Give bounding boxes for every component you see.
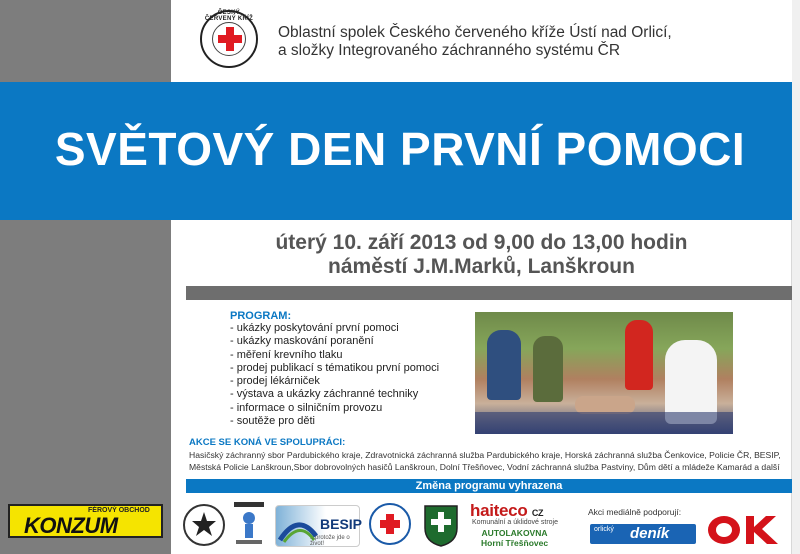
police-logo [183, 504, 225, 546]
list-item: - prodej publikací s tématikou první pomoci [230, 361, 440, 374]
ok-logo-icon [706, 514, 782, 546]
haiteco-name: haiteco [470, 501, 528, 520]
cooperation-text: Hasičský záchranný sbor Pardubického kraje, Zdravotnická záchranná služba Pardubického kraje, Horská záchranná služba Čenkovice, Policie ČR, BESIP, Městská Policie Lanškroun,Sbor dobrovolných hasičů Lanškroun, Dolní Třešňovec, Vodní záchranná služba Pastviny, Dům dětí a mládeže Kamarád a další [189, 450, 781, 472]
list-item: - měření krevního tlaku [230, 348, 343, 361]
list-item: - výstava a ukázky záchranné techniky [230, 388, 419, 401]
zzs-logo [369, 503, 411, 545]
autolakovna-place: Horní Třešňovec [481, 538, 549, 548]
haiteco-cz: CZ [531, 508, 544, 518]
photo-person [625, 320, 653, 390]
org-line-2: a složky Integrovaného záchranného systému ČR [278, 42, 621, 59]
photo-person [487, 330, 521, 400]
media-support-label: Akci mediálně podporují: [588, 507, 682, 517]
red-cross-logo [200, 10, 258, 68]
besip-slogan: ...protože jde o život! [310, 535, 350, 547]
denik-small: orlický [594, 526, 614, 533]
list-item: - soutěže pro děti [230, 415, 315, 428]
besip-name: BESIP [320, 516, 363, 532]
divider-bar [186, 286, 792, 300]
police-star-icon [185, 506, 223, 544]
mountain-rescue-logo [421, 502, 461, 548]
program-title: PROGRAM: [230, 310, 292, 322]
program-list [230, 322, 439, 428]
org-line-1: Oblastní spolek Českého červeného kříže Ústí nad Orlicí, [278, 24, 672, 41]
autolakovna-logo [481, 528, 548, 548]
kamarad-figure-icon [232, 500, 266, 548]
haiteco-logo [470, 501, 543, 521]
haiteco-subtitle: Komunální a úklidové stroje [472, 519, 558, 526]
right-scroll-strip [791, 0, 800, 554]
list-item: - informace o silničním provozu [230, 401, 383, 414]
besip-logo [275, 505, 363, 547]
autolakovna-name: AUTOLAKOVNA [481, 528, 548, 538]
event-date: úterý 10. září 2013 od 9,00 do 13,00 hodin [275, 231, 688, 254]
red-cross-icon-bar [218, 35, 242, 43]
photo-person [533, 336, 563, 402]
ok-tv-logo [706, 514, 782, 546]
event-place: náměstí J.M.Marků, Lanškroun [328, 255, 635, 278]
list-item: - ukázky maskování poranění [230, 335, 374, 348]
zzs-cross-icon [371, 505, 409, 543]
konzum-logo [8, 504, 163, 538]
list-item: - prodej lékárniček [230, 375, 320, 388]
program-change-notice: Změna programu vyhrazena [186, 479, 792, 493]
konzum-name: KONZUM [24, 513, 118, 538]
cooperation-title: AKCE SE KONÁ VE SPOLUPRÁCI: [189, 437, 346, 448]
photo-ground [475, 412, 733, 434]
denik-name: deník [630, 525, 670, 542]
orlicky-denik-logo [590, 524, 696, 544]
kamarad-logo [232, 500, 266, 548]
event-title: SVĚTOVÝ DEN PRVNÍ POMOCI [54, 123, 746, 175]
konzum-tagline: FÉROVÝ OBCHOD [88, 507, 150, 514]
first-aid-photo [475, 312, 733, 434]
shield-cross-icon [421, 502, 461, 548]
list-item: - ukázky poskytování první pomoci [230, 322, 399, 334]
logo-ring-text: ČESKÝ ČERVENÝ KŘÍŽ [204, 10, 254, 22]
